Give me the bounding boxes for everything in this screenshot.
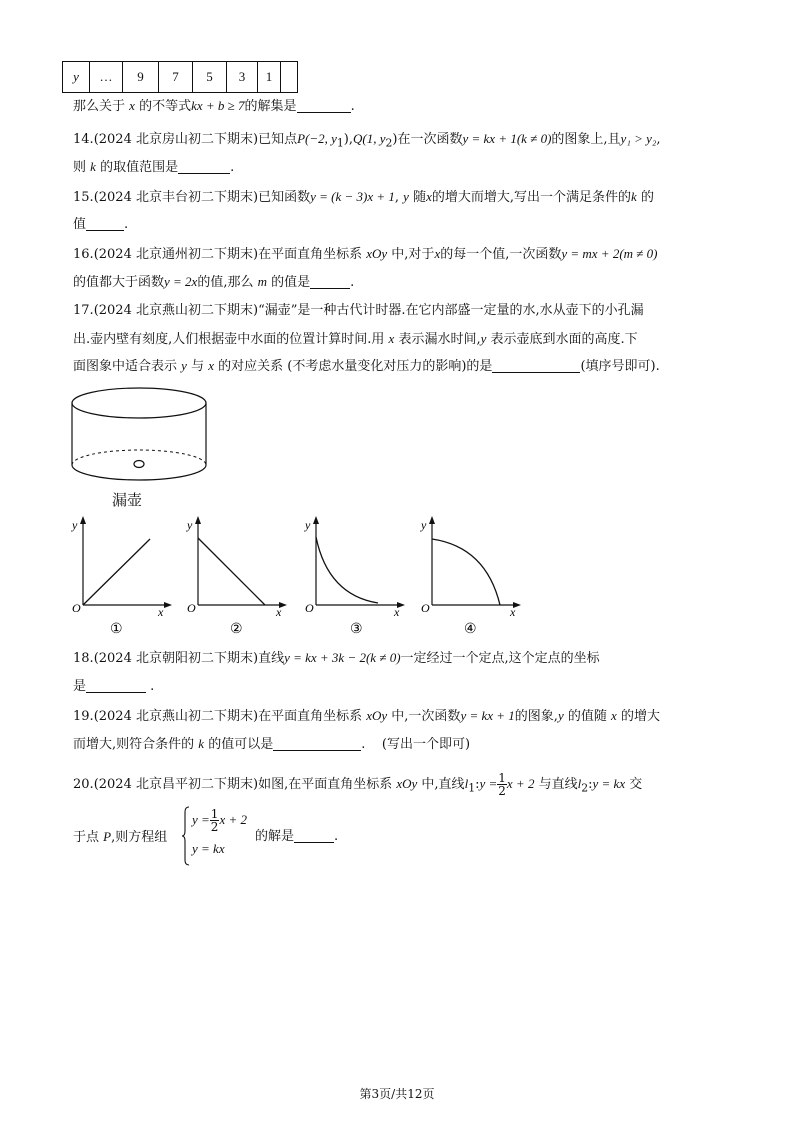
equation-system xyxy=(192,808,247,857)
graph2-origin: O xyxy=(187,601,196,615)
q16-line1: 16.(2024 北京通州初二下期末)在平面直角坐标系 xOy 中,对于x的每一个值,一次函数y = mx + 2(m ≠ 0) xyxy=(73,246,658,262)
answer-blank[interactable] xyxy=(86,216,124,231)
graph2-x-label: x xyxy=(276,605,282,619)
table-cell: … xyxy=(90,62,123,93)
leaky-pot-diagram xyxy=(66,383,216,483)
table-cell: 3 xyxy=(227,62,258,93)
table-row xyxy=(63,62,298,93)
graph4-y-label: y xyxy=(421,518,427,532)
graph3-y-label: y xyxy=(305,518,311,532)
pot-label: 漏壶 xyxy=(112,491,143,509)
pot-base-back xyxy=(72,450,206,465)
q13-answer-line: 那么关于 x 的不等式kx + b ≥ 7的解集是 . xyxy=(73,98,355,114)
pot-hole xyxy=(134,461,144,468)
answer-blank[interactable] xyxy=(273,736,361,751)
q14-line1: 14.(2024 北京房山初二下期末)已知点P(−2, $y_1),Q(1$, $y_2$)在一次函数y = kx + 1(k ≠ 0)的图象上,且y₁ > y₂, xyxy=(73,131,661,150)
graph1-label: ① xyxy=(110,622,123,637)
graph4-x-label: x xyxy=(510,605,516,619)
q16-line2: 的值都大于函数y = 2x的值,那么 m 的值是 . xyxy=(73,274,355,290)
fraction-half: $\frac{1}{2}$ xyxy=(210,807,219,834)
graph-option-3[interactable] xyxy=(304,516,405,637)
page-footer: 第3页/共12页 xyxy=(359,1087,435,1101)
graph4-label: ④ xyxy=(464,622,477,637)
q15-line2: 值 . xyxy=(73,217,129,232)
graph1-x-label: x xyxy=(158,605,164,619)
answer-blank[interactable] xyxy=(310,274,350,289)
graph-option-4[interactable] xyxy=(420,516,521,637)
q17-line2: 出.壶内壁有刻度,人们根据壶中水面的位置计算时间.用 x 表示漏水时间,y 表示壶底到水面的高度.下 xyxy=(73,331,638,347)
fraction-half: $\frac{1}{2}$ xyxy=(498,771,506,798)
table-cell: 9 xyxy=(123,62,159,93)
graph2-label: ② xyxy=(230,622,243,637)
answer-blank[interactable] xyxy=(294,828,334,843)
graph3-x-label: x xyxy=(394,605,400,619)
table-cell: 7 xyxy=(159,62,193,93)
table-cell: 1 xyxy=(258,62,281,93)
answer-blank[interactable] xyxy=(86,678,146,693)
system-eq1: y = $\frac{1}{2}$ x + 2 xyxy=(192,807,247,834)
decreasing-concave-curve xyxy=(316,537,378,603)
value-table xyxy=(62,61,298,93)
graph1-origin: O xyxy=(72,601,81,615)
answer-blank[interactable] xyxy=(492,358,580,373)
table-cell: 5 xyxy=(193,62,227,93)
pot-rim xyxy=(72,388,206,418)
graph-option-2[interactable] xyxy=(186,516,287,637)
decreasing-convex-curve xyxy=(432,539,500,605)
q19-line2: 而增大,则符合条件的 k 的值可以是 . (写出一个即可) xyxy=(73,736,471,752)
q17-line3: 面图象中适合表示 y 与 x 的对应关系 (不考虑水量变化对压力的影响)的是 (填序号即可). xyxy=(73,358,660,374)
equation-system-brace xyxy=(182,806,190,866)
q18-line1: 18.(2024 北京朝阳初二下期末)直线y = kx + 3k − 2(k ≠ 0)一定经过一个定点,这个定点的坐标 xyxy=(73,650,600,666)
q20-line2a: 于点 P,则方程组 xyxy=(73,829,168,845)
graph-options xyxy=(60,515,540,640)
decreasing-line xyxy=(198,538,265,605)
q17-line1: 17.(2024 北京燕山初二下期末)“漏壶”是一种古代计时器.在它内部盛一定量的水,水从壶下的小孔漏 xyxy=(73,303,644,318)
system-eq2: y = kx xyxy=(192,841,225,856)
q20-line2b: 的解是 . xyxy=(255,829,339,844)
table-cell: y xyxy=(63,62,90,93)
q15-line1: 15.(2024 北京丰台初二下期末)已知函数y = (k − 3)x + 1, y 随x的增大而增大,写出一个满足条件的k 的 xyxy=(73,189,654,205)
q19-line1: 19.(2024 北京燕山初二下期末)在平面直角坐标系 xOy 中,一次函数y = kx + 1的图象,y 的值随 x 的增大 xyxy=(73,708,660,724)
table-cell xyxy=(281,62,298,93)
graph4-origin: O xyxy=(421,601,430,615)
increasing-line xyxy=(83,539,150,605)
graph3-origin: O xyxy=(305,601,314,615)
graph2-y-label: y xyxy=(187,518,193,532)
graph-option-1[interactable] xyxy=(71,516,172,637)
graph1-y-label: y xyxy=(72,518,78,532)
graph3-label: ③ xyxy=(350,622,363,637)
answer-blank[interactable] xyxy=(297,98,351,113)
q18-line2: 是 . xyxy=(73,679,155,694)
answer-blank[interactable] xyxy=(178,159,230,174)
q20-line1: 20.(2024 北京昌平初二下期末)如图,在平面直角坐标系 xOy 中,直线$l_1:y$ = $\frac{1}{2}$ x + 2 与直线$l_2:y$ = kx 交 xyxy=(73,771,643,798)
q14-line2: 则 k 的取值范围是 . xyxy=(73,159,235,175)
